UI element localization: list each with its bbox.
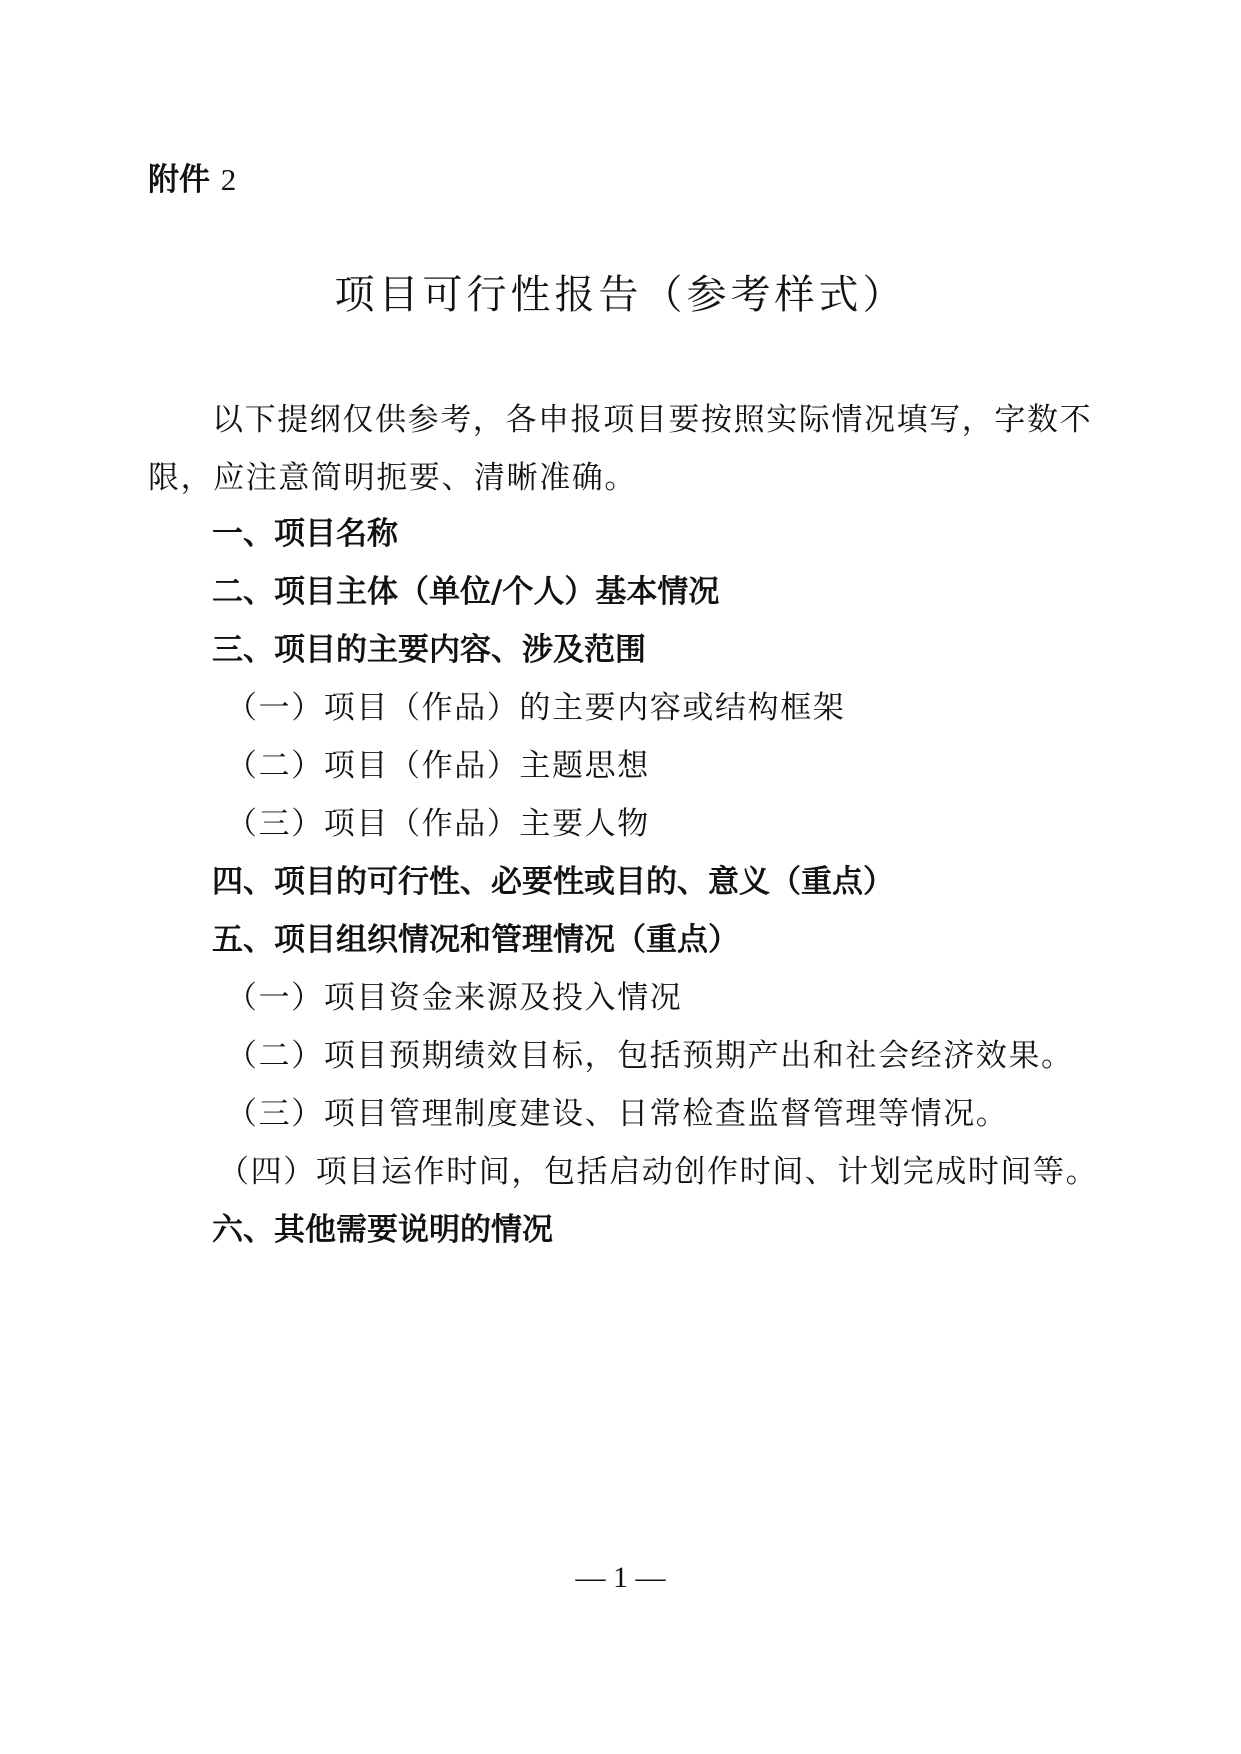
- page-number: — 1 —: [575, 1561, 666, 1594]
- outline-subitem-3-1: （一）项目（作品）的主要内容或结构框架: [226, 690, 846, 726]
- outline-item-2: 二、项目主体（单位/个人）基本情况: [212, 574, 720, 610]
- document-title: 项目可行性报告（参考样式）: [334, 272, 907, 318]
- outline-subitem-5-2: （二）项目预期绩效目标，包括预期产出和社会经济效果。: [226, 1038, 1074, 1074]
- outline-item-3: 三、项目的主要内容、涉及范围: [212, 632, 646, 668]
- outline-subitem-3-2: （二）项目（作品）主题思想: [226, 748, 650, 784]
- outline-subitem-5-1: （一）项目资金来源及投入情况: [226, 980, 683, 1016]
- attachment-number: 2: [220, 162, 237, 197]
- outline-list: [148, 505, 1128, 1259]
- intro-paragraph: 以下提纲仅供参考，各申报项目要按照实际情况填写，字数不限，应注意简明扼要、清晰准确。: [148, 402, 1093, 496]
- outline-subitem-3-3: （三）项目（作品）主要人物: [226, 806, 650, 842]
- outline-subitem-5-3: （三）项目管理制度建设、日常检查监督管理等情况。: [226, 1096, 1009, 1132]
- attachment-word: 附件: [148, 162, 210, 198]
- outline-item-1: 一、项目名称: [212, 516, 398, 552]
- outline-item-6: 六、其他需要说明的情况: [212, 1212, 553, 1248]
- outline-item-5: 五、项目组织情况和管理情况（重点）: [212, 922, 739, 958]
- outline-subitem-5-4: （四）项目运作时间，包括启动创作时间、计划完成时间等。: [218, 1154, 1099, 1190]
- outline-item-4: 四、项目的可行性、必要性或目的、意义（重点）: [212, 864, 894, 900]
- attachment-label: [148, 158, 236, 202]
